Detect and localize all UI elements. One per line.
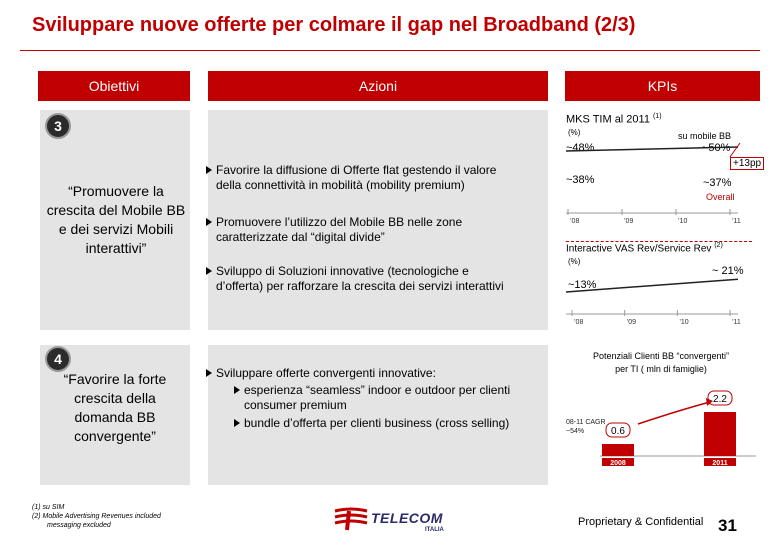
kpi1-title: MKS TIM al 2011 $^{(1)}$ bbox=[566, 113, 662, 126]
title-divider bbox=[20, 50, 760, 51]
footnote-2-cont: messaging excluded bbox=[47, 522, 111, 529]
kpi2-end: ~ 21% bbox=[712, 265, 744, 277]
header-obiettivi: Obiettivi bbox=[38, 71, 190, 101]
kpi2-line bbox=[566, 279, 738, 292]
triangle-bullet-icon bbox=[234, 419, 240, 427]
kpi2-start: ~13% bbox=[568, 279, 597, 291]
telecom-logo bbox=[333, 507, 463, 537]
header-azioni: Azioni bbox=[208, 71, 548, 101]
growth-arrow bbox=[638, 402, 710, 424]
section-number-3: 3 bbox=[45, 113, 71, 139]
action-item-3-1: Favorire la diffusione di Offerte flat gestendo il valore della connettività in mobilità (mobility premium) bbox=[206, 163, 546, 193]
bar-value-label: 0.6 bbox=[611, 426, 625, 437]
x-tick-label: ’09 bbox=[624, 218, 634, 225]
footnote-2: (2) Mobile Advertising Revenues included bbox=[32, 513, 161, 520]
x-tick-label: ’11 bbox=[732, 218, 741, 225]
footnote-1: (1) su SIM bbox=[32, 504, 65, 511]
action-item-4: Sviluppare offerte convergenti innovative: bbox=[206, 366, 546, 381]
kpi2-unit: (%) bbox=[568, 257, 581, 266]
page-title: Sviluppare nuove offerte per colmare il gap nel Broadband (2/3) bbox=[32, 14, 636, 36]
x-tick-label: ’09 bbox=[626, 319, 637, 326]
logo-sub: ITALIA bbox=[425, 527, 444, 533]
confidential-note: Proprietary & Confidential bbox=[578, 516, 704, 528]
kpi1-bottom-start: ~38% bbox=[566, 174, 595, 186]
kpi1-bottom-end: ~37% bbox=[703, 177, 732, 189]
kpi1-top-line bbox=[566, 147, 738, 151]
kpi1-unit: (%) bbox=[568, 128, 581, 137]
kpi1-x-ticks bbox=[568, 209, 741, 225]
x-tick-label: ’10 bbox=[679, 319, 689, 326]
kpi1-delta-leader bbox=[730, 143, 740, 157]
kpi1-top-end: ~50% bbox=[702, 142, 731, 154]
sub-action-4-1: esperienza “seamless” indoor e outdoor per clienti consumer premium bbox=[234, 383, 548, 413]
kpi1-bottom-series-label: Overall bbox=[706, 192, 735, 202]
kpi1-series-top-label: su mobile BB bbox=[678, 131, 732, 141]
kpi3-title: Potenziali Clienti BB “convergenti” per TI ( mln di famiglie) bbox=[592, 351, 730, 374]
sub-action-4-2: bundle d’offerta per clienti business (cross selling) bbox=[234, 416, 548, 431]
triangle-bullet-icon bbox=[206, 369, 212, 377]
category-label: 2008 bbox=[610, 460, 626, 467]
triangle-bullet-icon bbox=[206, 218, 212, 226]
action-item-3-2: Promuovere l’utilizzo del Mobile BB nelle zone caratterizzate dal “digital divide” bbox=[206, 215, 546, 245]
bar-value-label: 2.2 bbox=[713, 394, 727, 405]
kpi2-chart bbox=[560, 262, 760, 332]
triangle-bullet-icon bbox=[206, 267, 212, 275]
kpi1-top-start: ~48% bbox=[566, 142, 595, 154]
bar bbox=[704, 412, 736, 456]
page-number: 31 bbox=[718, 516, 737, 535]
kpi2-title: Interactive VAS Rev/Service Rev $^{(2)}$ bbox=[566, 242, 723, 255]
bar bbox=[602, 444, 634, 456]
kpi1-delta: +13pp bbox=[730, 157, 764, 170]
kpi1-chart bbox=[560, 135, 760, 235]
x-tick-label: ’08 bbox=[570, 218, 580, 225]
x-tick-label: ’10 bbox=[678, 218, 688, 225]
action-item-3-3: Sviluppo di Soluzioni innovative (tecnologiche e d’offerta) per rafforzare la crescita dei servizi interattivi bbox=[206, 264, 551, 294]
telecom-wave-icon bbox=[333, 507, 369, 531]
objective-quote-3: “Promuovere la crescita del Mobile BB e dei servizi Mobili interattivi” bbox=[46, 183, 186, 256]
section-number-4: 4 bbox=[45, 346, 71, 372]
objective-quote-4: “Favorire la forte crescita della domanda BB convergente” bbox=[63, 371, 167, 444]
triangle-bullet-icon bbox=[234, 386, 240, 394]
kpi3-chart bbox=[560, 380, 760, 470]
header-kpis: KPIs bbox=[565, 71, 760, 101]
logo-brand: TELECOM bbox=[371, 510, 443, 526]
category-label: 2011 bbox=[712, 460, 728, 467]
x-tick-label: ’08 bbox=[574, 319, 584, 326]
kpi2-x-ticks bbox=[572, 310, 741, 326]
x-tick-label: ’11 bbox=[732, 319, 741, 326]
triangle-bullet-icon bbox=[206, 166, 212, 174]
kpi3-cagr: 08-11 CAGR ~54% bbox=[566, 419, 606, 435]
